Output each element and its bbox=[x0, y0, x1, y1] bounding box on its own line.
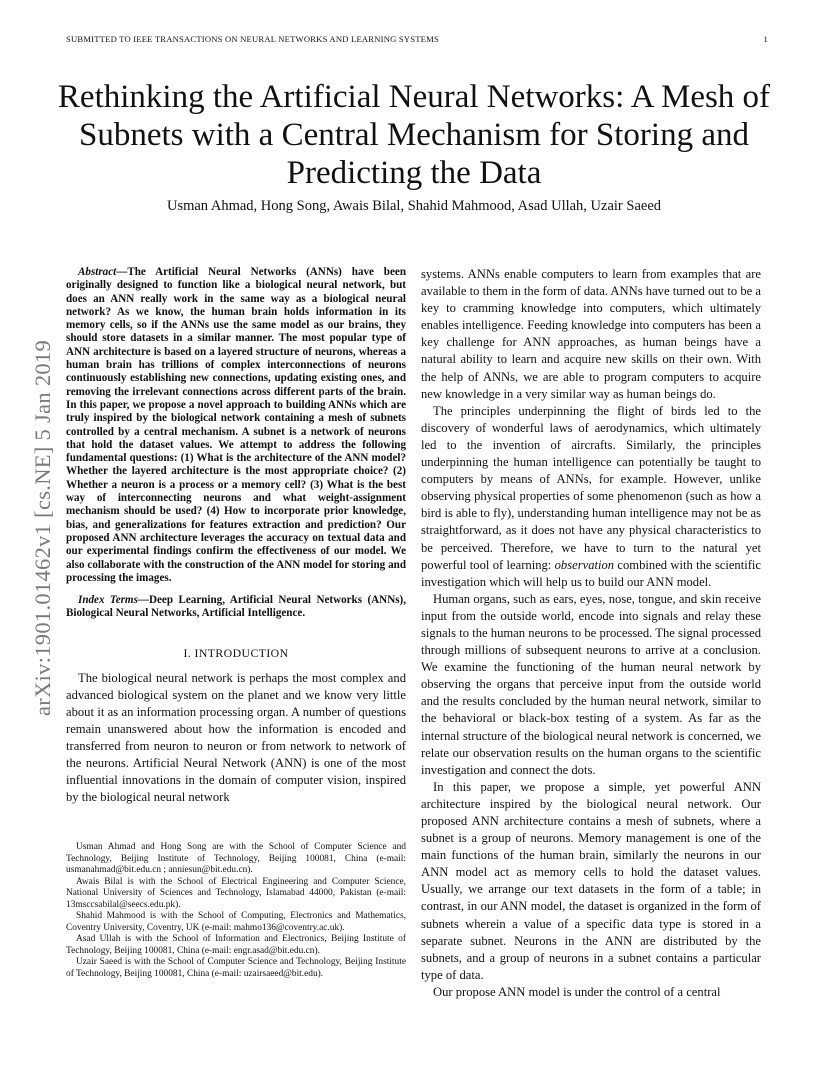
right-column bbox=[421, 266, 761, 1001]
running-header bbox=[66, 34, 768, 44]
journal-name: SUBMITTED TO IEEE TRANSACTIONS ON NEURAL NETWORKS AND LEARNING SYSTEMS bbox=[66, 34, 439, 44]
footnote-2: Awais Bilal is with the School of Electrical Engineering and Computer Science, National University of Sciences and Technology, Islamabad 44000, Pakistan (e-mail: 13msccsabilal@seecs.edu.pk). bbox=[66, 876, 406, 910]
page-number: 1 bbox=[763, 34, 768, 44]
intro-paragraph: The biological neural network is perhaps the most complex and advanced biological system on the planet and we know very little about it as an information processing organ. A number of questions remain unanswered about how the information is encoded and transferred from neuron to neuron or from network to network of the neurons. Artificial Neural Network (ANN) is one of the most influential innovations in the domain of computer vision, inspired by the biological neural network bbox=[66, 670, 406, 805]
body-paragraph-3: Human organs, such as ears, eyes, nose, tongue, and skin receive input from the outside world, encode into signals and relay these signals to the human neurons to be processed. The signal processed through millions of subsequent neurons to arrive at a conclusion. We examine the functioning of the human neural network by observing the organs that perceive input from the outside world and the results concluded by the human neural network, similar to the behavioral or black-box testing of a system. As far as the internal structure of the biological neural network is concerned, we relate our observation results on the human organs to the scientific investigation and connect the dots. bbox=[421, 591, 761, 777]
body-paragraph-2 bbox=[421, 403, 761, 591]
paragraph-2-text-a: The principles underpinning the flight of birds led to the discovery of wonderful laws of aerodynamics, which ultimately led to the invention of aircrafts. Similarly, the principles underpinning the human intelligence can potentially be taught to computers by means of ANNs, for example. However, unlike observing physical properties of some phenomenon (such as how a bird is able to fly), understanding human intelligence may not be as straightforward, as it does not have any physical characteristics to be perceived. Therefore, we have to turn to the natural yet powerful tool of learning: bbox=[421, 403, 761, 572]
abstract-lead: Abstract bbox=[78, 266, 117, 278]
footnote-5: Uzair Saeed is with the School of Computer Science and Technology, Beijing Institute of Technology, Beijing 100081, China (e-mail: uzairsaeed@bit.edu). bbox=[66, 957, 406, 979]
footnote-4: Asad Ullah is with the School of Information and Electronics, Beijing Institute of Technology, Beijing 100081, China (e-mail: engr.asad@bit.edu.cn). bbox=[66, 934, 406, 956]
left-column bbox=[66, 266, 406, 806]
abstract-text: —The Artificial Neural Networks (ANNs) have been originally designed to function like a biological neural network, but does an ANN really work in the same way as a biological neural network? As we know, the human brain holds information in its memory cells, so if the ANNs use the same model as our brains, they should store datasets in a similar manner. The most popular type of ANN architecture is based on a layered structure of neurons, whereas a human brain has trillions of complex interconnections of neurons continuously establishing new connections, updating existing ones, and removing the irrelevant connections across different parts of the brain. In this paper, we propose a novel approach to building ANNs which are truly inspired by the biological network containing a mesh of subnets controlled by a central mechanism. A subnet is a network of neurons that hold the dataset values. We attempt to address the following fundamental questions: (1) What is the architecture of the ANN model? Whether the layered architecture is the most appropriate choice? (2) Whether a neuron is a process or a memory cell? (3) What is the best way of interconnecting neurons and what weight-assignment mechanism should be used? (4) How to incorporate prior knowledge, bias, and generalizations for features extraction and prediction? Our proposed ANN architecture leverages the accuracy on textual data and our experimental findings confirm the effectiveness of our model. We also collaborate with the construction of the ANN model for storing and processing the images. bbox=[66, 266, 406, 584]
emphasis-observation: observation bbox=[554, 557, 615, 572]
footnote-3: Shahid Mahmood is with the School of Computing, Electronics and Mathematics, Coventry University, Coventry, UK (e-mail: mahmo136@coventry.ac.uk). bbox=[66, 911, 406, 933]
section-heading-introduction bbox=[66, 646, 406, 661]
body-paragraph-1: systems. ANNs enable computers to learn from examples that are available to them in the form of data. ANNs have turned out to be a key to cramming knowledge into computers, which ultimately enables intelligence. Feeding knowledge into computers has been a key challenge for ANN approaches, as human beings have a natural ability to learn and acquire new skills on their own. With the help of ANNs, we are able to program computers to acquire new knowledge in a very similar way as human beings do. bbox=[421, 267, 761, 401]
section-title-rest: NTRODUCTION bbox=[198, 645, 289, 660]
paper-title: Rethinking the Artificial Neural Networks: A Mesh of Subnets with a Central Mechanism for Storing and Predicting the Data bbox=[57, 79, 771, 191]
section-numeral: I. bbox=[183, 645, 195, 660]
paragraph-2-text-b: combined with the scientific investigation which will help us to build our ANN model. bbox=[421, 557, 761, 589]
body-paragraph-5: Our propose ANN model is under the control of a central bbox=[433, 984, 721, 999]
abstract bbox=[66, 266, 406, 585]
index-terms-text: —Deep Learning, Artificial Neural Networks (ANNs), Biological Neural Networks, Artificial Intelligence. bbox=[66, 594, 406, 620]
author-footnotes bbox=[66, 842, 406, 980]
footnote-1: Usman Ahmad and Hong Song are with the School of Computer Science and Technology, Beijing Institute of Technology, Beijing 100081, China (e-mail: usmanahmad@bit.edu.cn ; anniesun@bit.edu.cn). bbox=[66, 842, 406, 875]
author-list: Usman Ahmad, Hong Song, Awais Bilal, Shahid Mahmood, Asad Ullah, Uzair Saeed bbox=[166, 198, 662, 214]
index-terms-lead: Index Terms bbox=[78, 594, 138, 607]
section-initial: I bbox=[194, 645, 199, 660]
arxiv-identifier[interactable]: arXiv:1901.01462v1 [cs.NE] 5 Jan 2019 bbox=[30, 339, 55, 717]
index-terms bbox=[66, 594, 406, 621]
body-paragraph-4: In this paper, we propose a simple, yet powerful ANN architecture inspired by the biological neural network. Our proposed ANN architecture contains a mesh of subnets, where a subnet is a group of neurons. Memory management is one of the main functions of the human brain, similarly the neurons in our ANN model act as memory cells to hold the dataset values. Usually, we arrange our text datasets in the form of a table; in contrast, in our ANN model, the dataset is organized in the form of subnets wherein a value of a specific data type is stored in a separate subnet. Neurons in the ANN are distributed by the subnets, and a group of neurons in a subnet contains a particular type of data. bbox=[421, 779, 761, 982]
